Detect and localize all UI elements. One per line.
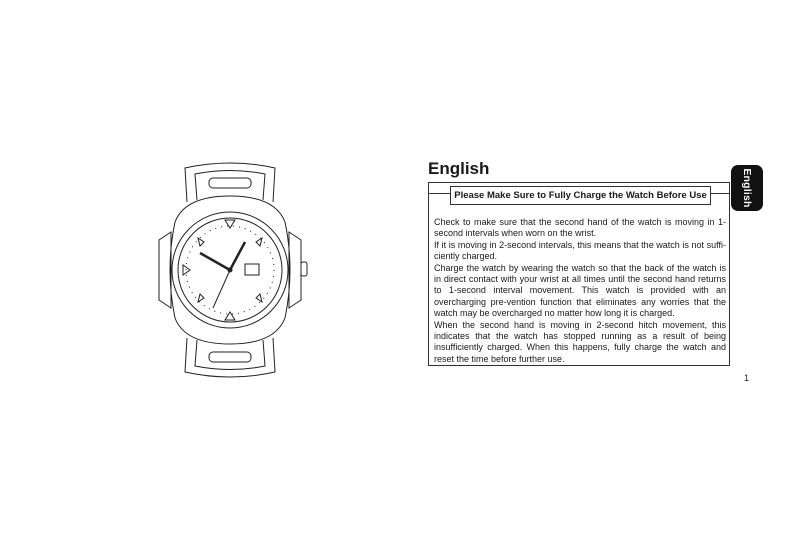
notice-paragraph: When the second hand is moving in 2-second hitch movement, this indicates that the watch has stopped running as a result of being insufficiently charged. When this happens, fully charge the watch and reset the time before further use. bbox=[434, 319, 726, 364]
notice-paragraph: Check to make sure that the second hand of the watch is moving in 1-second intervals when worn on the wrist. bbox=[434, 217, 726, 239]
page-number: 1 bbox=[744, 373, 750, 383]
language-side-tab-label: English bbox=[741, 168, 753, 208]
notice-paragraph: Charge the watch by wearing the watch so that the back of the watch is in direct contact with your wrist at all times until the second hand returns to 1-second interval movement. This watch is provided with an overcharging pre-vention function that eliminates any worries that the watch may be overcharged no matter how long it is charged. bbox=[434, 262, 726, 319]
page-heading: English bbox=[428, 159, 490, 178]
notice-title: Please Make Sure to Fully Charge the Watch Before Use bbox=[450, 186, 711, 205]
watch-illustration bbox=[145, 160, 315, 380]
notice-body bbox=[434, 217, 726, 365]
notice-paragraph: If it is moving in 2-second intervals, this means that the watch is not suffi-ciently charged. bbox=[434, 239, 726, 262]
charge-notice-box bbox=[428, 182, 730, 366]
language-side-tab bbox=[731, 165, 763, 211]
